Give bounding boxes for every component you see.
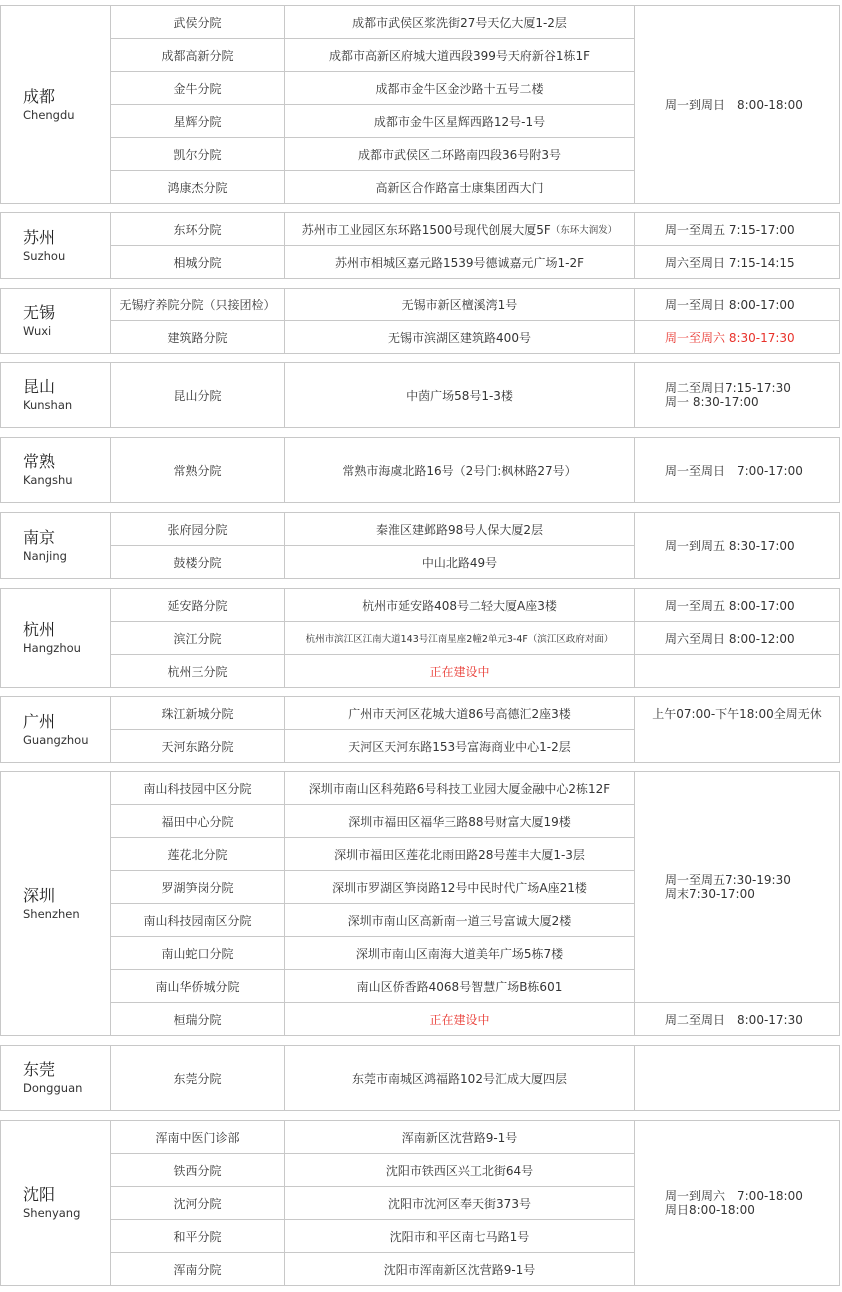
branch-address: 成都市武侯区浆洗街27号天亿大厦1-2层 [285,6,635,39]
city-name-cn: 常熟 [23,452,56,471]
branch-name: 星辉分院 [111,105,285,138]
branch-address: 广州市天河区花城大道86号高德汇2座3楼 [285,697,635,730]
opening-hours: 周一至周五 7:15-17:00 [635,213,839,246]
branch-status-under-construction: 正在建设中 [285,655,635,687]
branch-name: 南山蛇口分院 [111,937,285,970]
hours-line: 周一 8:30-17:00 [665,395,759,409]
branch-name: 珠江新城分院 [111,697,285,730]
city-cell [1,1046,111,1110]
branch-address: 秦淮区建邺路98号人保大厦2层 [285,513,635,546]
branch-name: 鸿康杰分院 [111,171,285,203]
hours-line: 上午07:00-下午18:00全周无休 [652,707,822,721]
branch-name: 相城分院 [111,246,285,278]
city-block-changshu [0,437,840,503]
branch-address: 中茵广场58号1-3楼 [285,363,635,427]
city-name-cn: 苏州 [23,227,56,247]
city-name-en: Suzhou [23,248,66,263]
opening-hours-empty [635,655,839,687]
city-block-hangzhou [0,588,840,688]
branch-name: 成都高新分院 [111,39,285,72]
city-name-en: Shenzhen [23,906,80,921]
branch-status-under-construction: 正在建设中 [285,1003,635,1035]
city-block-shenzhen [0,771,840,1036]
city-name-en: Shenyang [23,1206,81,1220]
branch-name: 浑南分院 [111,1253,285,1285]
city-name-en: Kangshu [23,473,73,487]
hours-line: 周一到周五 8:30-17:00 [665,539,795,553]
city-name-cn: 东莞 [23,1060,56,1079]
branch-address: 无锡市新区檀溪湾1号 [285,289,635,321]
opening-hours [635,6,839,203]
city-block-kunshan [0,362,840,428]
opening-hours [635,513,839,578]
city-name-en: Nanjing [23,548,67,563]
branch-address: 深圳市南山区高新南一道三号富诚大厦2楼 [285,904,635,937]
city-name-cn: 沈阳 [23,1185,56,1204]
branch-name: 浑南中医门诊部 [111,1121,285,1154]
hours-line: 周一到周日 8:00-18:00 [665,98,803,112]
hours-line: 周二至周日7:15-17:30 [665,381,791,395]
opening-hours [635,697,839,730]
city-cell [1,697,111,762]
branch-address [285,213,635,246]
branch-name: 无锡疗养院分院（只接团检） [111,289,285,321]
city-name-cn: 深圳 [23,885,56,905]
city-name-en: Hangzhou [23,641,81,655]
branch-name: 凯尔分院 [111,138,285,171]
city-block-shenyang [0,1120,840,1286]
hours-line: 周日8:00-18:00 [665,1203,755,1217]
opening-hours [635,363,839,427]
branch-address: 苏州市相城区嘉元路1539号德诚嘉元广场1-2F [285,246,635,278]
branch-address: 沈阳市浑南新区沈营路9-1号 [285,1253,635,1285]
city-name-en: Kunshan [23,398,73,412]
branch-address: 杭州市延安路408号二轻大厦A座3楼 [285,589,635,622]
opening-hours [635,1121,839,1285]
city-cell [1,6,111,203]
branch-address: 成都市金牛区金沙路十五号二楼 [285,72,635,105]
hours-line: 周一至周五7:30-19:30 [665,873,791,887]
branch-address: 成都市高新区府城大道西段399号天府新谷1栋1F [285,39,635,72]
branch-address: 无锡市滨湖区建筑路400号 [285,321,635,353]
opening-hours: 周一至周五 8:00-17:00 [635,589,839,622]
city-name-cn: 南京 [23,527,56,547]
branch-name: 金牛分院 [111,72,285,105]
branch-address: 深圳市南山区南海大道美年广场5栋7楼 [285,937,635,970]
city-cell [1,513,111,578]
branch-name: 罗湖笋岗分院 [111,871,285,904]
branch-name: 鼓楼分院 [111,546,285,578]
branch-name: 南山科技园中区分院 [111,772,285,805]
branch-name: 杭州三分院 [111,655,285,687]
opening-hours [635,772,839,1003]
city-name-en: Guangzhou [23,732,89,747]
opening-hours-empty [635,1046,839,1110]
branch-name: 桓瑞分院 [111,1003,285,1035]
branch-address: 深圳市罗湖区笋岗路12号中民时代广场A座21楼 [285,871,635,904]
city-name-cn: 昆山 [23,377,56,396]
city-block-chengdu [0,5,840,204]
branch-address: 天河区天河东路153号富海商业中心1-2层 [285,730,635,762]
city-cell [1,213,111,278]
city-name-cn: 杭州 [23,620,56,639]
branch-address: 东莞市南城区鸿福路102号汇成大厦四层 [285,1046,635,1110]
branch-name: 张府园分院 [111,513,285,546]
branch-name: 沈河分院 [111,1187,285,1220]
city-block-guangzhou [0,696,840,763]
branch-name: 天河东路分院 [111,730,285,762]
branch-address: 沈阳市沈河区奉天街373号 [285,1187,635,1220]
opening-hours: 周一至周六 8:30-17:30 [665,330,795,345]
branch-name: 延安路分院 [111,589,285,622]
opening-hours: 周六至周日 7:15-14:15 [665,255,795,270]
city-name-cn: 广州 [23,711,56,731]
branch-name: 常熟分院 [111,438,285,502]
city-block-dongguan [0,1045,840,1111]
branch-address: 浑南新区沈营路9-1号 [285,1121,635,1154]
branch-address: 高新区合作路富士康集团西大门 [285,171,635,203]
branch-name: 南山科技园南区分院 [111,904,285,937]
opening-hours: 周二至周日 8:00-17:30 [665,1012,803,1027]
opening-hours: 周六至周日 8:00-12:00 [635,622,839,655]
city-block-suzhou [0,212,840,279]
branch-name: 和平分院 [111,1220,285,1253]
address-text: 苏州市工业园区东环路1500号现代创展大厦5F [301,222,551,237]
city-cell [1,589,111,687]
city-cell [1,438,111,502]
address-note: （东环大润发） [550,225,618,236]
city-name-en: Dongguan [23,1081,83,1095]
city-cell [1,289,111,353]
branch-address: 成都市金牛区星辉西路12号-1号 [285,105,635,138]
city-name-cn: 成都 [23,86,56,106]
branch-name: 东莞分院 [111,1046,285,1110]
branch-name: 建筑路分院 [111,321,285,353]
opening-hours: 周一至周日 8:00-17:00 [635,289,839,321]
branch-name: 武侯分院 [111,6,285,39]
branch-address: 沈阳市铁西区兴工北街64号 [285,1154,635,1187]
branch-address: 深圳市福田区福华三路88号财富大厦19楼 [285,805,635,838]
branch-address: 中山北路49号 [285,546,635,578]
branch-address: 深圳市福田区莲花北雨田路28号莲丰大厦1-3层 [285,838,635,871]
city-name-en: Wuxi [23,324,52,338]
branch-name: 昆山分院 [111,363,285,427]
branch-name: 滨江分院 [111,622,285,655]
hours-line: 周一到周六 7:00-18:00 [665,1189,803,1203]
city-name-cn: 无锡 [23,303,56,322]
city-block-wuxi [0,288,840,354]
city-name-en: Chengdu [23,107,75,122]
branch-address: 成都市武侯区二环路南四段36号附3号 [285,138,635,171]
city-cell [1,1121,111,1285]
branch-name: 东环分院 [111,213,285,246]
branch-address: 深圳市南山区科苑路6号科技工业园大厦金融中心2栋12F [285,772,635,805]
opening-hours [635,438,839,502]
branch-address: 常熟市海虞北路16号（2号门:枫林路27号） [285,438,635,502]
city-cell [1,772,111,1035]
branch-address: 沈阳市和平区南七马路1号 [285,1220,635,1253]
branch-name: 莲花北分院 [111,838,285,871]
branch-name: 铁西分院 [111,1154,285,1187]
hours-line: 周末7:30-17:00 [665,887,755,901]
branch-name: 福田中心分院 [111,805,285,838]
branch-address: 杭州市滨江区江南大道143号江南星座2幢2单元3-4F（滨江区政府对面） [285,622,635,655]
branch-address: 南山区侨香路4068号智慧广场B栋601 [285,970,635,1003]
city-block-nanjing [0,512,840,579]
branch-name: 南山华侨城分院 [111,970,285,1003]
city-cell [1,363,111,427]
hours-line: 周一至周日 7:00-17:00 [665,463,803,478]
